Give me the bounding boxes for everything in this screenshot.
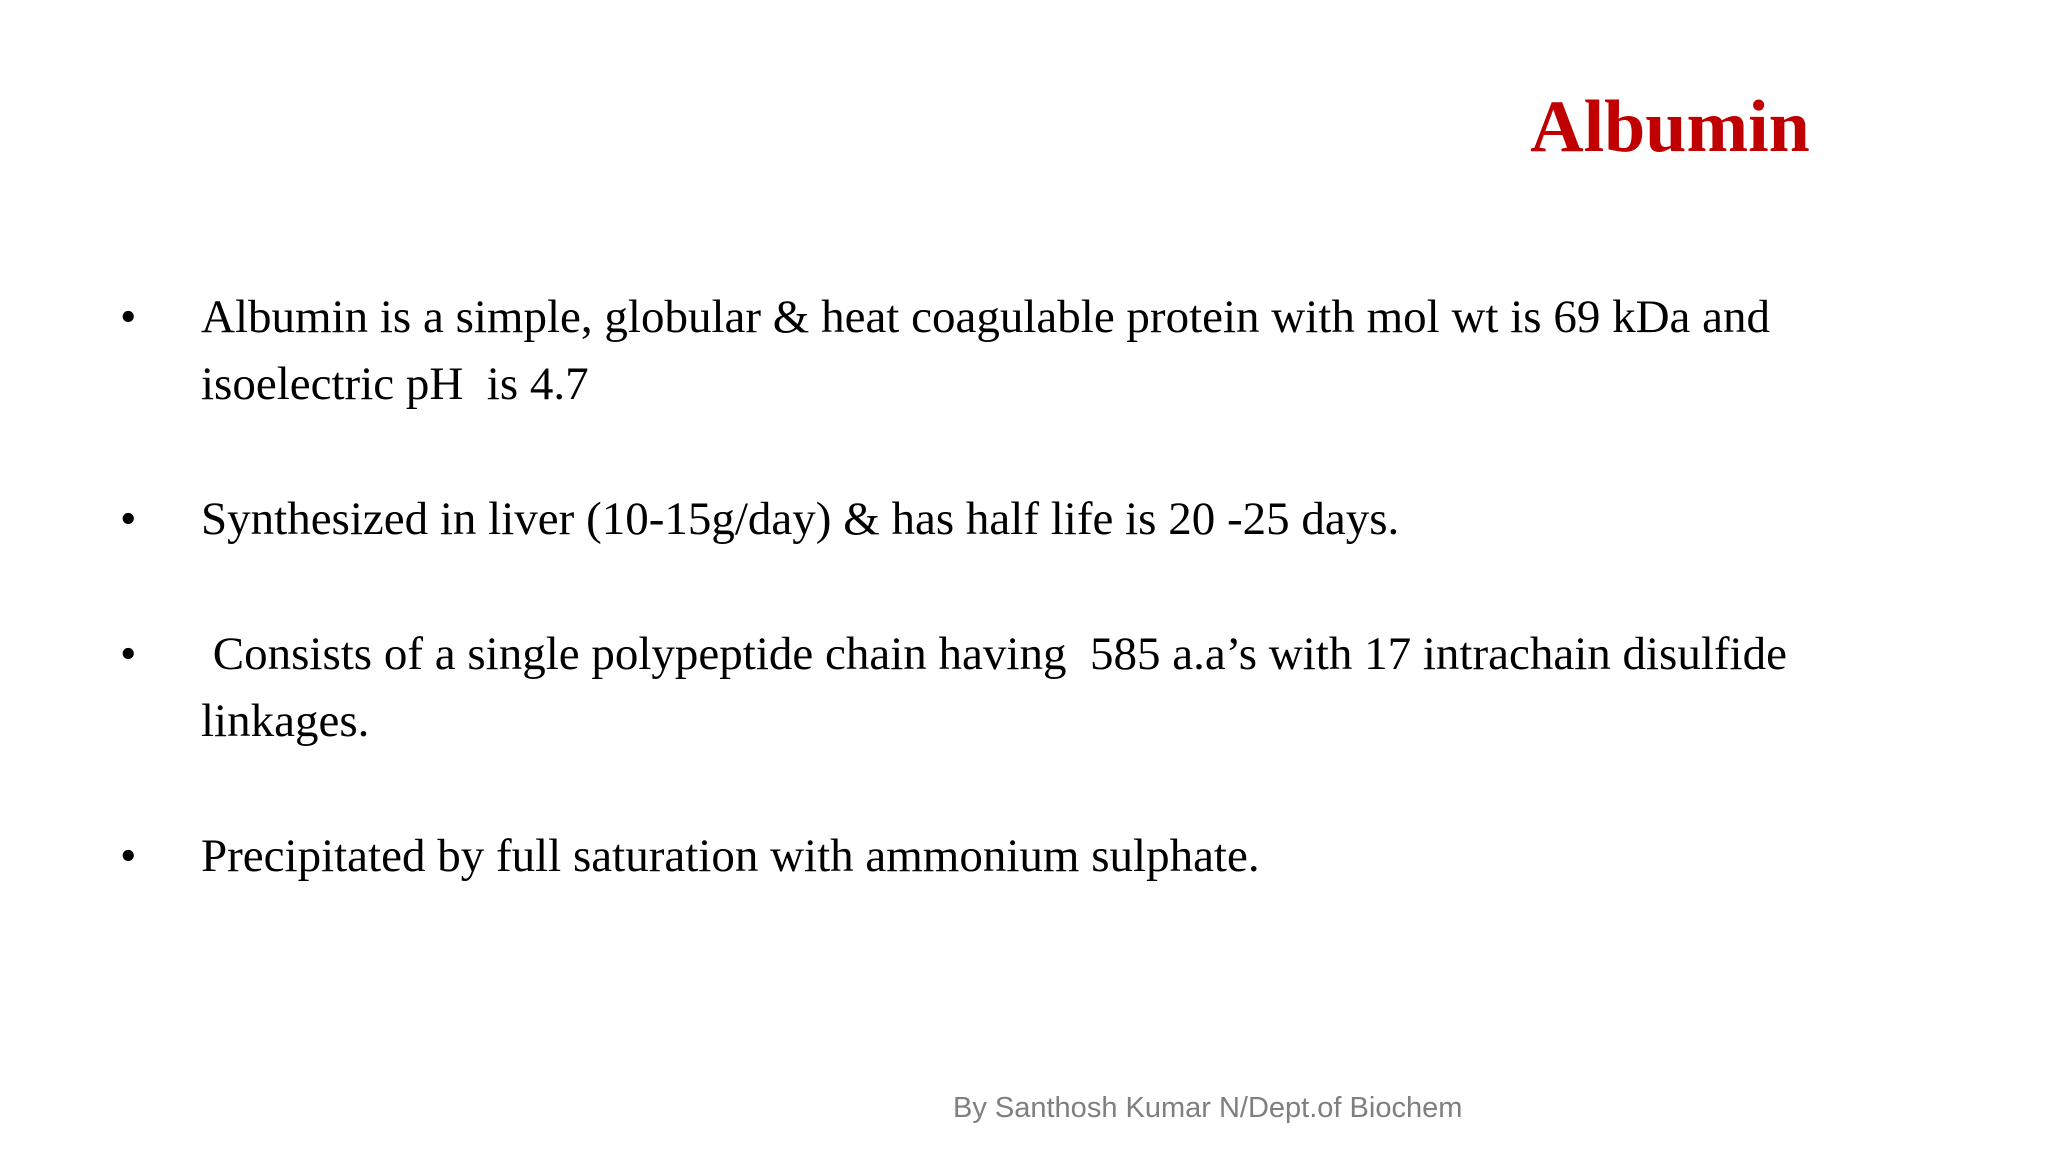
- bullet-text: Precipitated by full saturation with ammonium sulphate.: [201, 830, 1260, 882]
- bullet-item: [120, 486, 1960, 553]
- bullet-icon: •: [120, 493, 137, 545]
- footer-credit: By Santhosh Kumar N/Dept.of Biochem: [953, 1092, 1463, 1124]
- bullet-list: [120, 284, 1960, 890]
- bullet-text: Albumin is a simple, globular & heat coagulable protein with mol wt is 69 kDa and isoelectric pH is 4.7: [201, 291, 1782, 410]
- bullet-text: Synthesized in liver (10-15g/day) & has half life is 20 -25 days.: [201, 493, 1400, 545]
- bullet-icon: •: [120, 830, 137, 882]
- slide-title: Albumin: [1530, 86, 1810, 168]
- bullet-text: Consists of a single polypeptide chain having 585 a.a’s with 17 intrachain disulfide linkages.: [201, 628, 1799, 747]
- bullet-item: [120, 284, 1960, 418]
- bullet-item: [120, 621, 1960, 755]
- bullet-item: [120, 823, 1960, 890]
- bullet-icon: •: [120, 291, 137, 343]
- bullet-icon: •: [120, 628, 137, 680]
